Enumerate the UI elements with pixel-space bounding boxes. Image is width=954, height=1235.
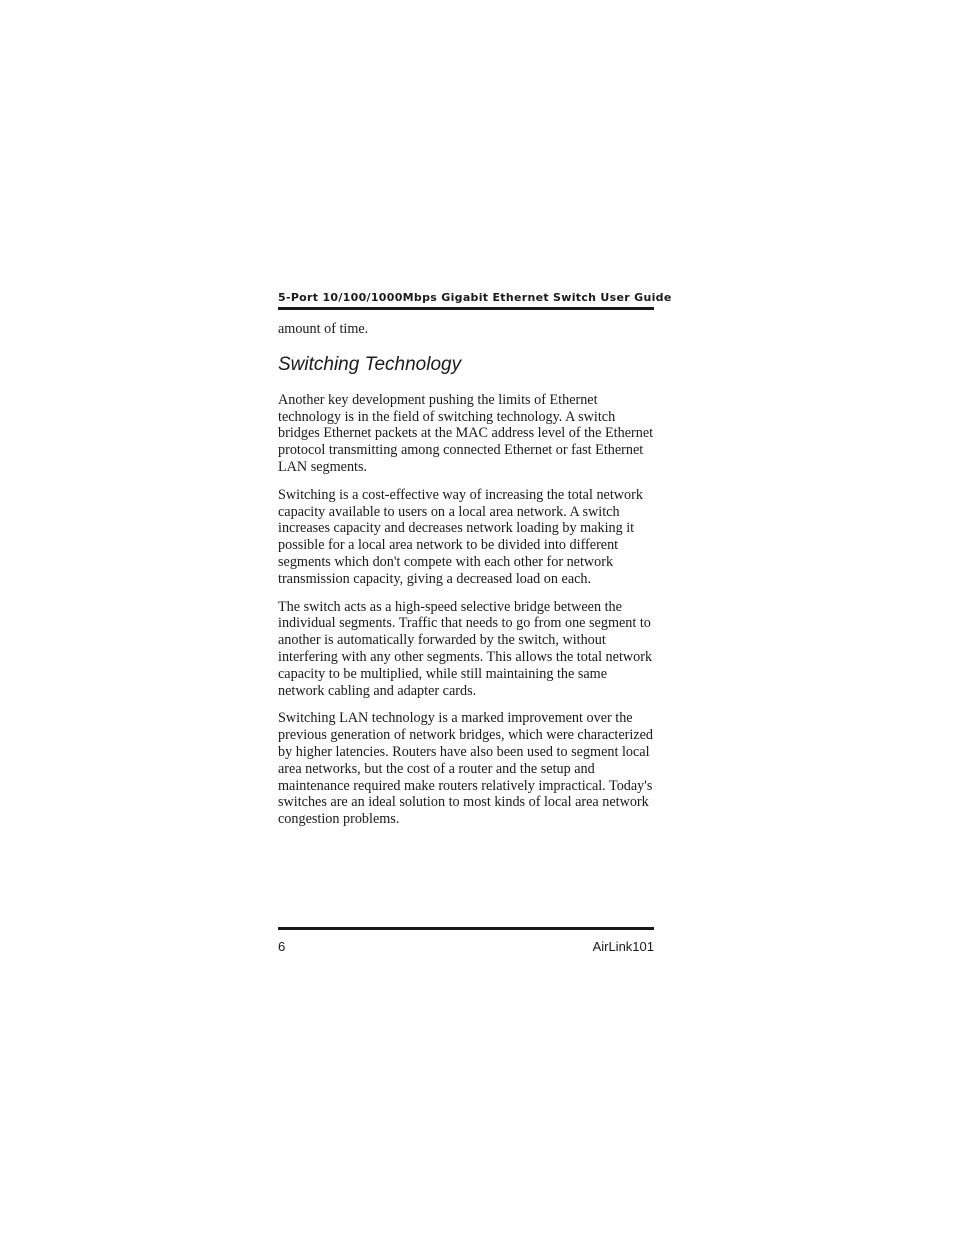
paragraph: Switching is a cost-effective way of increasing the total network capacity available to users on a local area network. A switch increases capacity and decreases network loading by making it possible for a local area network to be divided into different segments which don't compete with each other for network transmission capacity, giving a decreased load on each. [278, 486, 643, 587]
footer-rule [278, 927, 654, 930]
paragraph: Another key development pushing the limits of Ethernet technology is in the field of switching technology. A switch bridges Ethernet packets at the MAC address level of the Ethernet protocol transmitting among connected Ethernet or fast Ethernet LAN segments. [278, 391, 654, 475]
body-text [278, 392, 654, 828]
page-number: 6 [278, 939, 286, 954]
continued-text: amount of time. [278, 321, 369, 337]
section-title: Switching Technology [278, 354, 462, 375]
paragraph: The switch acts as a high-speed selective bridge between the individual segments. Traffic that needs to go from one segment to another is automatically forwarded by the switch, without interfering with any other segments. This allows the total network capacity to be multiplied, while still maintaining the same network cabling and adapter cards. [278, 598, 653, 699]
footer-brand: AirLink101 [592, 939, 654, 954]
paragraph: Switching LAN technology is a marked improvement over the previous generation of network bridges, which were characterized by higher latencies. Routers have also been used to segment local area networks, but the cost of a router and the setup and maintenance required make routers relatively impractical. Today's switches are an ideal solution to most kinds of local area network congestion problems. [278, 710, 654, 828]
page-content [278, 290, 672, 828]
page-footer [278, 938, 654, 956]
header-rule [278, 307, 654, 310]
running-header: 5-Port 10/100/1000Mbps Gigabit Ethernet Switch User Guide [278, 291, 672, 304]
